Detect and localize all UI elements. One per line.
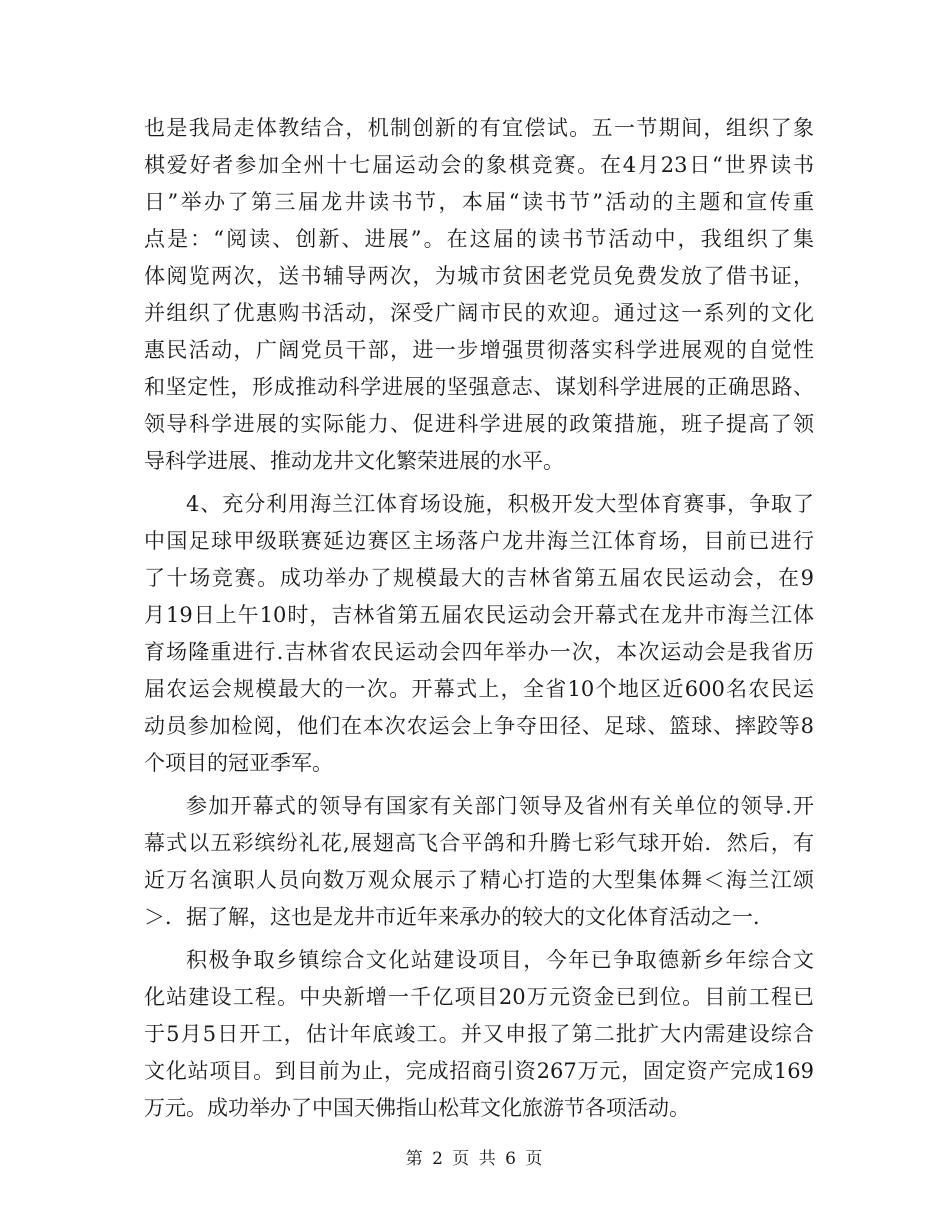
- text-line: 点是：“阅读、创新、进展”。在这届的读书节活动中，我组织了集: [144, 227, 814, 251]
- text-line: 领导科学进展的实际能力、促进科学进展的政策措施，班子提高了领: [144, 412, 814, 436]
- text-line: 个项目的冠亚季军。: [144, 751, 333, 775]
- text-line: 育场隆重进行.吉林省农民运动会四年举办一次，本次运动会是我省历: [144, 640, 814, 664]
- text-line: 动员参加检阅，他们在本次农运会上争夺田径、足球、篮球、摔跤等8: [144, 714, 814, 738]
- text-line: 体阅览两次，送书辅导两次，为城市贫困老党员免费发放了借书证，: [144, 264, 814, 288]
- text-line: 万元。成功举办了中国天佛指山松茸文化旅游节各项活动。: [144, 1096, 690, 1120]
- text-line: 导科学进展、推动龙井文化繁荣进展的水平。: [144, 449, 564, 473]
- text-line: 4、充分利用海兰江体育场设施，积极开发大型体育赛事，争取了: [186, 492, 814, 516]
- text-line: 于5月5日开工，估计年底竣工。并又申报了第二批扩大内需建设综合: [144, 1022, 814, 1046]
- text-line: 中国足球甲级联赛延边赛区主场落户龙井海兰江体育场，目前已进行: [144, 529, 814, 553]
- text-line: ＞．据了解，这也是龙井市近年来承办的较大的文化体育活动之一．: [144, 905, 774, 929]
- paragraph-culture-station: [144, 942, 814, 1127]
- text-line: 积极争取乡镇综合文化站建设项目，今年已争取德新乡年综合文: [186, 948, 814, 972]
- text-line: 文化站项目。到目前为止，完成招商引资267万元，固定资产完成169: [144, 1059, 814, 1083]
- text-line: 参加开幕式的领导有国家有关部门领导及省州有关单位的领导.开: [186, 794, 814, 818]
- text-line: 近万名演职人员向数万观众展示了精心打造的大型集体舞＜海兰江颂: [144, 868, 814, 892]
- text-line: 和坚定性，形成推动科学进展的坚强意志、谋划科学进展的正确思路、: [144, 375, 814, 399]
- text-line: 棋爱好者参加全州十七届运动会的象棋竞赛。在4月23日“世界读书: [144, 153, 814, 177]
- paragraph-culture-activities: [144, 110, 814, 480]
- text-line: 化站建设工程。中央新增一千亿项目20万元资金已到位。目前工程已: [144, 985, 814, 1009]
- text-line: 届农运会规模最大的一次。开幕式上，全省10个地区近600名农民运: [144, 677, 814, 701]
- text-line: 并组织了优惠购书活动，深受广阔市民的欢迎。通过这一系列的文化: [144, 301, 814, 325]
- text-line: 月19日上午10时，吉林省第五届农民运动会开幕式在龙井市海兰江体: [144, 603, 814, 627]
- paragraph-stadium-events: [144, 486, 814, 782]
- text-line: 也是我局走体教结合，机制创新的有宜偿试。五一节期间，组织了象: [144, 116, 814, 140]
- paragraph-opening-ceremony: [144, 788, 814, 936]
- text-line: 了十场竞赛。成功举办了规模最大的吉林省第五届农民运动会，在9: [144, 566, 814, 590]
- page-footer: 第 2 页 共 6 页: [405, 1149, 545, 1169]
- text-line: 日”举办了第三届龙井读书节，本届“读书节”活动的主题和宣传重: [144, 190, 814, 214]
- document-body: [144, 110, 814, 1133]
- text-line: 惠民活动，广阔党员干部，进一步增强贯彻落实科学进展观的自觉性: [144, 338, 814, 362]
- text-line: 幕式以五彩缤纷礼花,展翅高飞合平鸽和升腾七彩气球开始．然后，有: [144, 831, 814, 855]
